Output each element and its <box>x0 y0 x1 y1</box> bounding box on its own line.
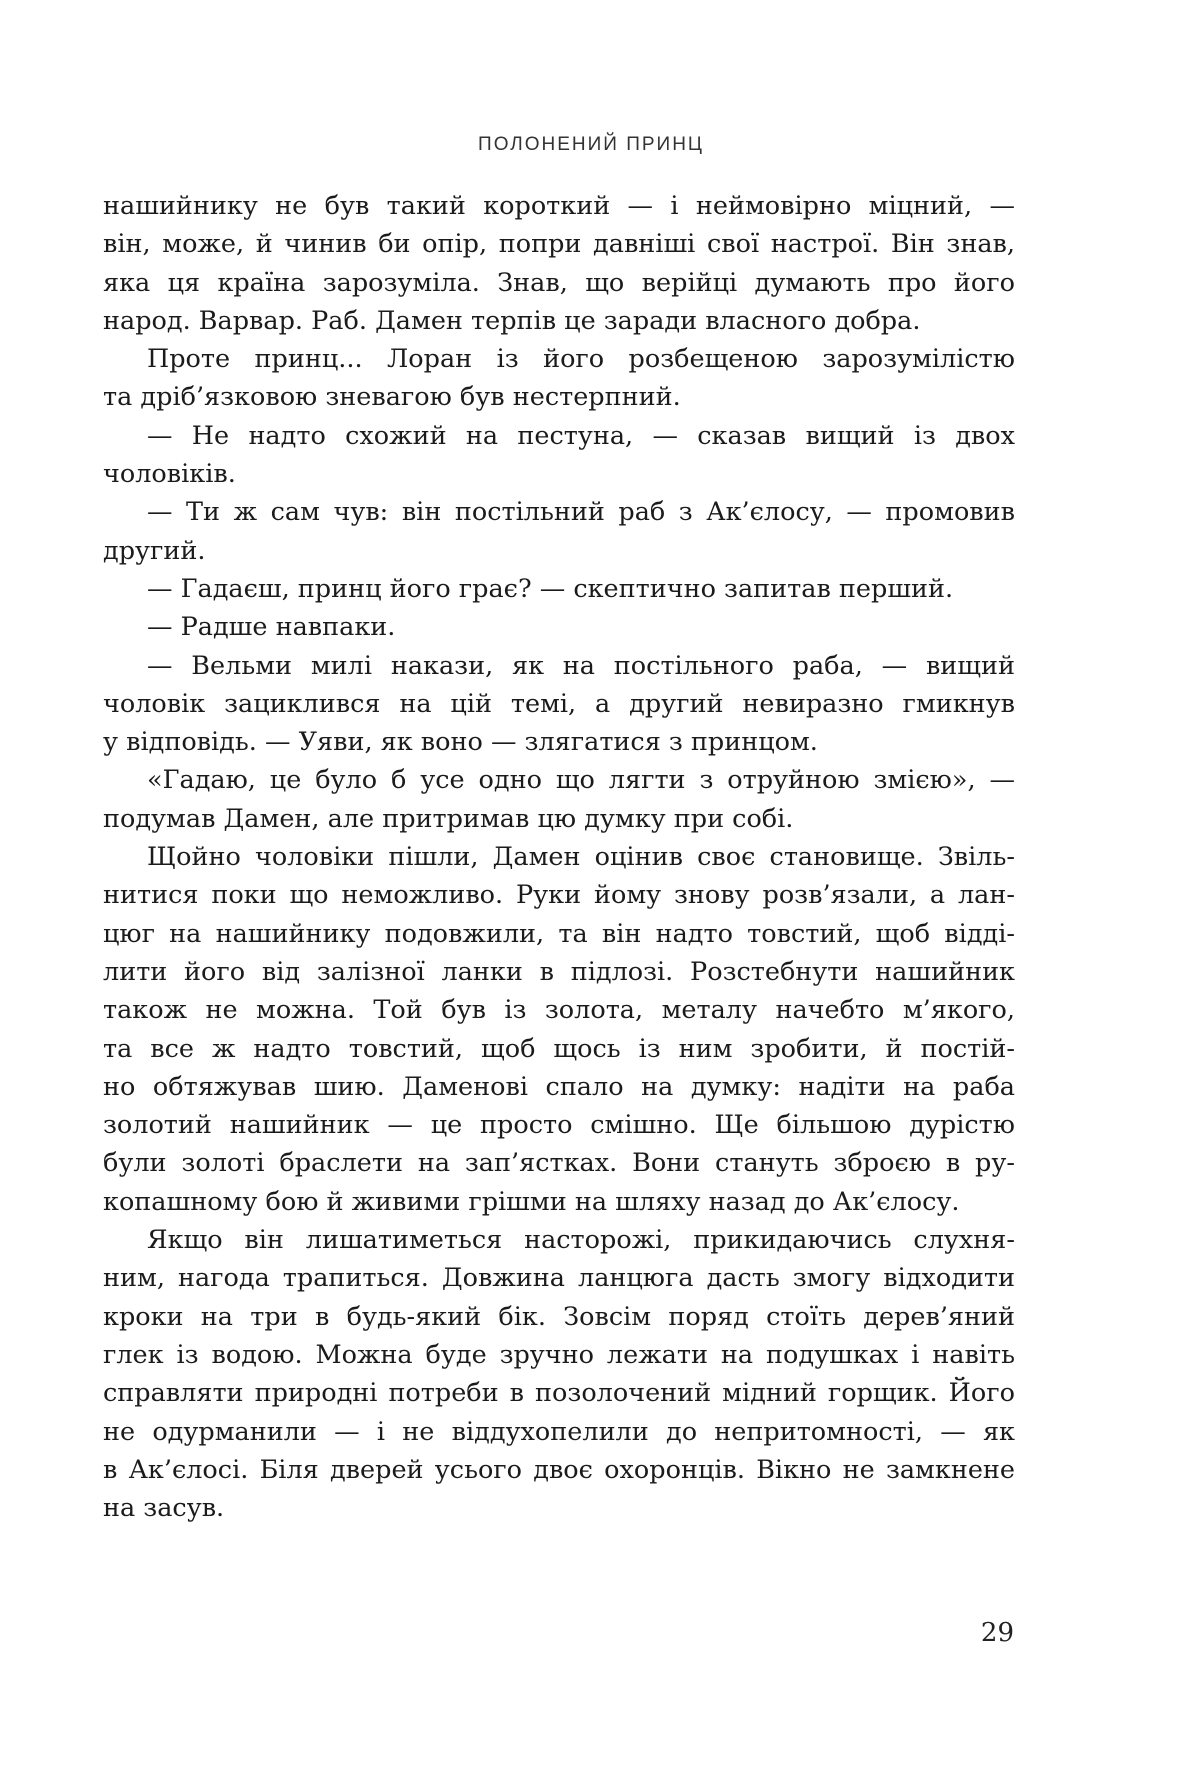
text-line: на засув. <box>103 1493 225 1524</box>
text-line: та дріб’язковою зневагою був нестерпний. <box>103 382 681 413</box>
body-text <box>103 187 1015 1527</box>
text-line: — Не надто схожий на пестуна, — сказав вищий із двох <box>147 420 1015 451</box>
running-title: ПОЛОНЕНИЙ ПРИНЦ <box>478 134 704 155</box>
text-line: — Гадаєш, принц його грає? — скептично запитав перший. <box>147 573 954 604</box>
text-line: у відповідь. — Уяви, як воно — злягатися з принцом. <box>103 727 818 758</box>
text-line: не одурманили — і не віддухопелили до непритомності, — як <box>103 1416 1015 1447</box>
text-line: — Ти ж сам чув: він постільний раб з Ак’єлосу, — промовив <box>147 497 1015 528</box>
text-line: глек із водою. Можна буде зручно лежати на подушках і навіть <box>103 1339 1015 1370</box>
text-line: Якщо він лишатиметься насторожі, прикидаючись слухня- <box>147 1225 1015 1256</box>
text-line: та все ж надто товстий, щоб щось із ним зробити, й постій- <box>103 1033 1015 1064</box>
text-line: також не можна. Той був із золота, металу начебто м’якого, <box>103 995 1015 1026</box>
text-line: були золоті браслети на зап’ястках. Вони стануть зброєю в ру- <box>103 1148 1015 1179</box>
text-line: в Ак’єлосі. Біля дверей усього двоє охоронців. Вікно не замкнене <box>103 1454 1015 1485</box>
text-line: другий. <box>103 535 206 566</box>
text-line: подумав Дамен, але притримав цю думку при собі. <box>103 803 794 834</box>
text-line: — Вельми милі накази, як на постільного раба, — вищий <box>147 650 1015 681</box>
text-line: нашийнику не був такий короткий — і неймовірно міцний, — <box>103 191 1015 221</box>
text-line: нитися поки що неможливо. Руки йому знову розв’язали, а лан- <box>103 880 1015 911</box>
page-number: 29 <box>980 1618 1014 1648</box>
text-line: но обтяжував шию. Даменові спало на думку: надіти на раба <box>103 1071 1015 1102</box>
text-line: народ. Варвар. Раб. Дамен терпів це заради власного добра. <box>103 305 921 336</box>
text-line: «Гадаю, це було б усе одно що лягти з отруйною змією», — <box>147 765 1015 796</box>
text-line: справляти природні потреби в позолочений мідний горщик. Його <box>103 1378 1015 1409</box>
text-line: яка ця країна зарозуміла. Знав, що верійці думають про його <box>103 267 1015 298</box>
text-line: кроки на три в будь-який бік. Зовсім поряд стоїть дерев’яний <box>103 1301 1015 1332</box>
text-line: ним, нагода трапиться. Довжина ланцюга дасть змогу відходити <box>103 1263 1015 1294</box>
text-line: копашному бою й живими грішми на шляху назад до Ак’єлосу. <box>103 1186 960 1217</box>
text-line: лити його від залізної ланки в підлозі. Розстебнути нашийник <box>103 956 1015 987</box>
text-line: чоловік зациклився на цій темі, а другий невиразно гмикнув <box>103 688 1015 719</box>
text-line: Проте принц... Лоран із його розбещеною зарозумілістю <box>147 344 1015 375</box>
text-line: — Радше навпаки. <box>147 612 396 643</box>
text-line: Щойно чоловіки пішли, Дамен оцінив своє становище. Звіль- <box>147 842 1015 873</box>
text-line: чоловіків. <box>103 459 236 490</box>
text-line: цюг на нашийнику подовжили, та він надто товстий, щоб відді- <box>103 918 1015 949</box>
text-line: він, може, й чинив би опір, попри давніші свої настрої. Він знав, <box>103 229 1015 260</box>
text-line: золотий нашийник — це просто смішно. Ще більшою дурістю <box>103 1110 1015 1141</box>
